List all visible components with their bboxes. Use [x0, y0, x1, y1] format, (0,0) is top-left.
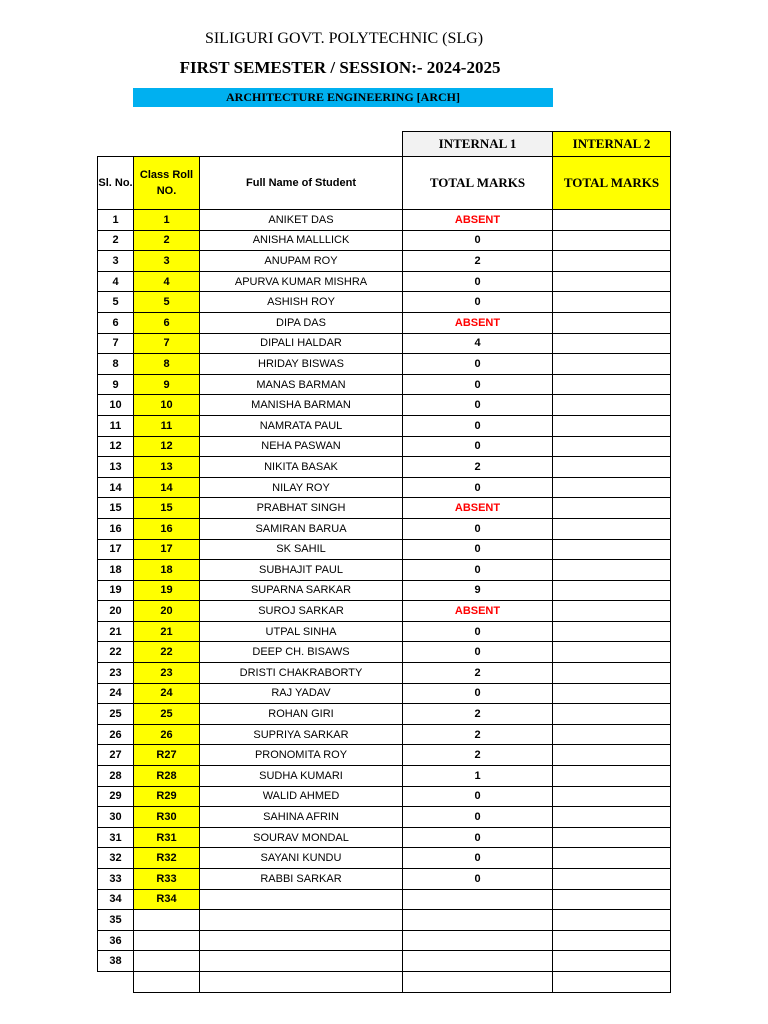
serial-number-cell: 38 [98, 951, 134, 972]
serial-number-cell: 22 [98, 642, 134, 663]
internal-1-marks-cell [403, 951, 553, 972]
internal-2-marks-cell [553, 436, 671, 457]
class-roll-cell: 6 [134, 312, 200, 333]
table-row [98, 251, 671, 272]
class-roll-cell: R30 [134, 807, 200, 828]
sl-no-header: Sl. No. [98, 157, 134, 210]
table-row [98, 951, 671, 972]
serial-number-cell: 20 [98, 601, 134, 622]
internal-1-marks-cell: 0 [403, 374, 553, 395]
table-row [98, 415, 671, 436]
internal-1-marks-cell: 0 [403, 683, 553, 704]
class-roll-cell: 8 [134, 354, 200, 375]
student-name-cell: SUROJ SARKAR [200, 601, 403, 622]
serial-number-cell: 21 [98, 621, 134, 642]
internal-1-marks-cell: 0 [403, 415, 553, 436]
total-marks-1-header: TOTAL MARKS [403, 157, 553, 210]
student-name-cell [200, 930, 403, 951]
serial-number-cell: 25 [98, 704, 134, 725]
internal-2-marks-cell [553, 539, 671, 560]
table-row [98, 601, 671, 622]
internal-1-marks-cell: 2 [403, 457, 553, 478]
internal-2-marks-cell [553, 848, 671, 869]
internal-1-marks-cell: 2 [403, 745, 553, 766]
empty-cell [553, 971, 671, 992]
class-roll-cell: 3 [134, 251, 200, 272]
internal-1-marks-cell: 0 [403, 395, 553, 416]
class-roll-cell [134, 951, 200, 972]
student-name-cell: SAYANI KUNDU [200, 848, 403, 869]
student-name-cell: SAHINA AFRIN [200, 807, 403, 828]
class-roll-cell: 13 [134, 457, 200, 478]
class-roll-header: Class Roll NO. [134, 157, 200, 210]
internal-2-marks-cell [553, 292, 671, 313]
internal-2-marks-cell [553, 580, 671, 601]
table-row [98, 807, 671, 828]
table-row-empty [98, 971, 671, 992]
serial-number-cell: 18 [98, 560, 134, 581]
internal-2-marks-cell [553, 786, 671, 807]
table-row [98, 930, 671, 951]
table-row [98, 827, 671, 848]
table-row [98, 848, 671, 869]
internal-1-marks-cell: 4 [403, 333, 553, 354]
table-row [98, 354, 671, 375]
internal-2-marks-cell [553, 312, 671, 333]
internal-1-marks-cell: 1 [403, 766, 553, 787]
student-name-cell: ROHAN GIRI [200, 704, 403, 725]
table-row [98, 210, 671, 231]
serial-number-cell: 8 [98, 354, 134, 375]
class-roll-cell: R33 [134, 869, 200, 890]
department-banner: ARCHITECTURE ENGINEERING [ARCH] [133, 88, 553, 107]
internal-1-marks-cell: 0 [403, 786, 553, 807]
internal-2-marks-cell [553, 498, 671, 519]
class-roll-cell: 7 [134, 333, 200, 354]
serial-number-cell: 13 [98, 457, 134, 478]
internal-1-marks-cell: 0 [403, 621, 553, 642]
internal-1-marks-cell: 0 [403, 292, 553, 313]
internal-2-marks-cell [553, 210, 671, 231]
internal-2-marks-cell [553, 457, 671, 478]
internal-2-marks-cell [553, 601, 671, 622]
internal-1-marks-cell: 0 [403, 271, 553, 292]
table-row [98, 292, 671, 313]
internal-2-marks-cell [553, 930, 671, 951]
class-roll-cell: 17 [134, 539, 200, 560]
class-roll-cell: 16 [134, 518, 200, 539]
internal-2-marks-cell [553, 766, 671, 787]
internal-1-marks-cell: ABSENT [403, 601, 553, 622]
student-name-cell: SUBHAJIT PAUL [200, 560, 403, 581]
internal-2-marks-cell [553, 374, 671, 395]
class-roll-cell: R29 [134, 786, 200, 807]
table-row [98, 786, 671, 807]
table-row [98, 704, 671, 725]
serial-number-cell: 5 [98, 292, 134, 313]
table-row [98, 374, 671, 395]
internal-1-marks-cell: 0 [403, 354, 553, 375]
class-roll-cell: 19 [134, 580, 200, 601]
internal-2-marks-cell [553, 910, 671, 931]
student-name-cell [200, 889, 403, 910]
student-name-cell: SAMIRAN BARUA [200, 518, 403, 539]
student-rows [98, 210, 671, 993]
internal-2-marks-cell [553, 704, 671, 725]
internal-1-marks-cell: ABSENT [403, 312, 553, 333]
class-roll-cell: 23 [134, 663, 200, 684]
internal-1-marks-cell: 0 [403, 518, 553, 539]
serial-number-cell: 32 [98, 848, 134, 869]
student-name-cell: NEHA PASWAN [200, 436, 403, 457]
student-name-cell: SK SAHIL [200, 539, 403, 560]
internal-1-marks-cell: 0 [403, 436, 553, 457]
table-row [98, 395, 671, 416]
table-row [98, 642, 671, 663]
marks-table [97, 131, 671, 993]
serial-number-cell: 3 [98, 251, 134, 272]
class-roll-cell: 21 [134, 621, 200, 642]
class-roll-cell: R27 [134, 745, 200, 766]
table-row [98, 560, 671, 581]
class-roll-cell: 11 [134, 415, 200, 436]
student-name-cell [200, 951, 403, 972]
class-roll-cell: 20 [134, 601, 200, 622]
student-name-cell: APURVA KUMAR MISHRA [200, 271, 403, 292]
table-row [98, 910, 671, 931]
student-name-cell: UTPAL SINHA [200, 621, 403, 642]
serial-number-cell: 36 [98, 930, 134, 951]
class-roll-cell: 4 [134, 271, 200, 292]
internal-1-marks-cell [403, 930, 553, 951]
internal-2-marks-cell [553, 683, 671, 704]
student-name-cell: PRONOMITA ROY [200, 745, 403, 766]
serial-number-cell: 17 [98, 539, 134, 560]
internal-1-marks-cell: 0 [403, 848, 553, 869]
table-row [98, 477, 671, 498]
internal-2-marks-cell [553, 827, 671, 848]
table-row [98, 889, 671, 910]
serial-number-cell: 16 [98, 518, 134, 539]
internal-2-header: INTERNAL 2 [553, 132, 671, 157]
student-name-cell: HRIDAY BISWAS [200, 354, 403, 375]
serial-number-cell: 30 [98, 807, 134, 828]
class-roll-cell: 10 [134, 395, 200, 416]
serial-number-cell: 9 [98, 374, 134, 395]
internal-1-marks-cell: 0 [403, 477, 553, 498]
empty-cell [98, 971, 134, 992]
internal-1-marks-cell: 2 [403, 704, 553, 725]
student-name-cell: MANAS BARMAN [200, 374, 403, 395]
serial-number-cell: 33 [98, 869, 134, 890]
serial-number-cell: 31 [98, 827, 134, 848]
table-row [98, 683, 671, 704]
internal-2-marks-cell [553, 889, 671, 910]
table-row [98, 518, 671, 539]
table-row [98, 724, 671, 745]
internal-2-marks-cell [553, 869, 671, 890]
internal-1-marks-cell: 0 [403, 230, 553, 251]
empty-cell [200, 971, 403, 992]
internal-2-marks-cell [553, 745, 671, 766]
internal-1-marks-cell [403, 910, 553, 931]
class-roll-cell: 1 [134, 210, 200, 231]
internal-2-marks-cell [553, 663, 671, 684]
serial-number-cell: 7 [98, 333, 134, 354]
student-name-cell: WALID AHMED [200, 786, 403, 807]
header-spacer [134, 132, 200, 157]
internal-1-marks-cell: 0 [403, 827, 553, 848]
table-row [98, 663, 671, 684]
serial-number-cell: 11 [98, 415, 134, 436]
student-name-cell: ANISHA MALLLICK [200, 230, 403, 251]
serial-number-cell: 34 [98, 889, 134, 910]
serial-number-cell: 29 [98, 786, 134, 807]
table-row [98, 539, 671, 560]
serial-number-cell: 4 [98, 271, 134, 292]
student-name-header: Full Name of Student [200, 157, 403, 210]
serial-number-cell: 14 [98, 477, 134, 498]
class-roll-cell: 5 [134, 292, 200, 313]
internal-1-marks-cell: 2 [403, 724, 553, 745]
table-row [98, 498, 671, 519]
class-roll-cell: 12 [134, 436, 200, 457]
internal-2-marks-cell [553, 415, 671, 436]
table-row [98, 869, 671, 890]
internal-2-marks-cell [553, 333, 671, 354]
table-row [98, 271, 671, 292]
internal-2-marks-cell [553, 621, 671, 642]
serial-number-cell: 27 [98, 745, 134, 766]
table-row [98, 745, 671, 766]
internal-2-marks-cell [553, 807, 671, 828]
student-name-cell: NAMRATA PAUL [200, 415, 403, 436]
serial-number-cell: 6 [98, 312, 134, 333]
serial-number-cell: 26 [98, 724, 134, 745]
student-name-cell: NILAY ROY [200, 477, 403, 498]
class-roll-cell: 22 [134, 642, 200, 663]
internal-1-header: INTERNAL 1 [403, 132, 553, 157]
class-roll-cell: 14 [134, 477, 200, 498]
header-spacer [200, 132, 403, 157]
internal-2-marks-cell [553, 560, 671, 581]
student-name-cell: DIPA DAS [200, 312, 403, 333]
table-row [98, 312, 671, 333]
internal-2-marks-cell [553, 230, 671, 251]
student-name-cell: MANISHA BARMAN [200, 395, 403, 416]
student-name-cell: RAJ YADAV [200, 683, 403, 704]
class-roll-cell: 2 [134, 230, 200, 251]
class-roll-cell: R28 [134, 766, 200, 787]
internal-1-marks-cell: ABSENT [403, 498, 553, 519]
serial-number-cell: 12 [98, 436, 134, 457]
internal-2-marks-cell [553, 395, 671, 416]
class-roll-cell: 24 [134, 683, 200, 704]
serial-number-cell: 10 [98, 395, 134, 416]
table-row [98, 436, 671, 457]
internal-1-marks-cell: 2 [403, 663, 553, 684]
internal-2-marks-cell [553, 951, 671, 972]
student-name-cell: DIPALI HALDAR [200, 333, 403, 354]
semester-title: FIRST SEMESTER / SESSION:- 2024-2025 [179, 58, 501, 77]
empty-cell [134, 971, 200, 992]
total-marks-2-header: TOTAL MARKS [553, 157, 671, 210]
class-roll-cell: 9 [134, 374, 200, 395]
class-roll-cell: 26 [134, 724, 200, 745]
student-name-cell: SOURAV MONDAL [200, 827, 403, 848]
class-roll-cell: 15 [134, 498, 200, 519]
class-roll-cell: R31 [134, 827, 200, 848]
table-row [98, 766, 671, 787]
student-name-cell: ANUPAM ROY [200, 251, 403, 272]
internal-1-marks-cell: 0 [403, 869, 553, 890]
table-row [98, 333, 671, 354]
table-row [98, 457, 671, 478]
serial-number-cell: 35 [98, 910, 134, 931]
internal-1-marks-cell: 9 [403, 580, 553, 601]
student-name-cell: DRISTI CHAKRABORTY [200, 663, 403, 684]
class-roll-cell: R32 [134, 848, 200, 869]
internal-2-marks-cell [553, 354, 671, 375]
internal-1-marks-cell: 0 [403, 539, 553, 560]
student-name-cell: SUPRIYA SARKAR [200, 724, 403, 745]
serial-number-cell: 15 [98, 498, 134, 519]
student-name-cell: SUDHA KUMARI [200, 766, 403, 787]
student-name-cell: RABBI SARKAR [200, 869, 403, 890]
student-name-cell: ASHISH ROY [200, 292, 403, 313]
class-roll-cell [134, 930, 200, 951]
internal-1-marks-cell: 0 [403, 807, 553, 828]
table-row [98, 621, 671, 642]
class-roll-cell: R34 [134, 889, 200, 910]
table-row [98, 230, 671, 251]
internal-2-marks-cell [553, 642, 671, 663]
internal-1-marks-cell: ABSENT [403, 210, 553, 231]
header-spacer [98, 132, 134, 157]
student-name-cell: ANIKET DAS [200, 210, 403, 231]
student-name-cell: NIKITA BASAK [200, 457, 403, 478]
serial-number-cell: 23 [98, 663, 134, 684]
serial-number-cell: 28 [98, 766, 134, 787]
class-roll-cell: 25 [134, 704, 200, 725]
college-name: SILIGURI GOVT. POLYTECHNIC (SLG) [204, 30, 484, 47]
internal-2-marks-cell [553, 271, 671, 292]
internal-1-marks-cell: 0 [403, 642, 553, 663]
student-name-cell [200, 910, 403, 931]
serial-number-cell: 24 [98, 683, 134, 704]
internal-header-row [98, 132, 671, 157]
serial-number-cell: 2 [98, 230, 134, 251]
serial-number-cell: 19 [98, 580, 134, 601]
internal-2-marks-cell [553, 251, 671, 272]
internal-1-marks-cell [403, 889, 553, 910]
internal-2-marks-cell [553, 477, 671, 498]
class-roll-cell [134, 910, 200, 931]
internal-2-marks-cell [553, 518, 671, 539]
class-roll-cell: 18 [134, 560, 200, 581]
empty-cell [403, 971, 553, 992]
student-name-cell: PRABHAT SINGH [200, 498, 403, 519]
internal-2-marks-cell [553, 724, 671, 745]
student-name-cell: DEEP CH. BISAWS [200, 642, 403, 663]
table-row [98, 580, 671, 601]
column-header-row [98, 157, 671, 210]
internal-1-marks-cell: 2 [403, 251, 553, 272]
student-name-cell: SUPARNA SARKAR [200, 580, 403, 601]
internal-1-marks-cell: 0 [403, 560, 553, 581]
serial-number-cell: 1 [98, 210, 134, 231]
